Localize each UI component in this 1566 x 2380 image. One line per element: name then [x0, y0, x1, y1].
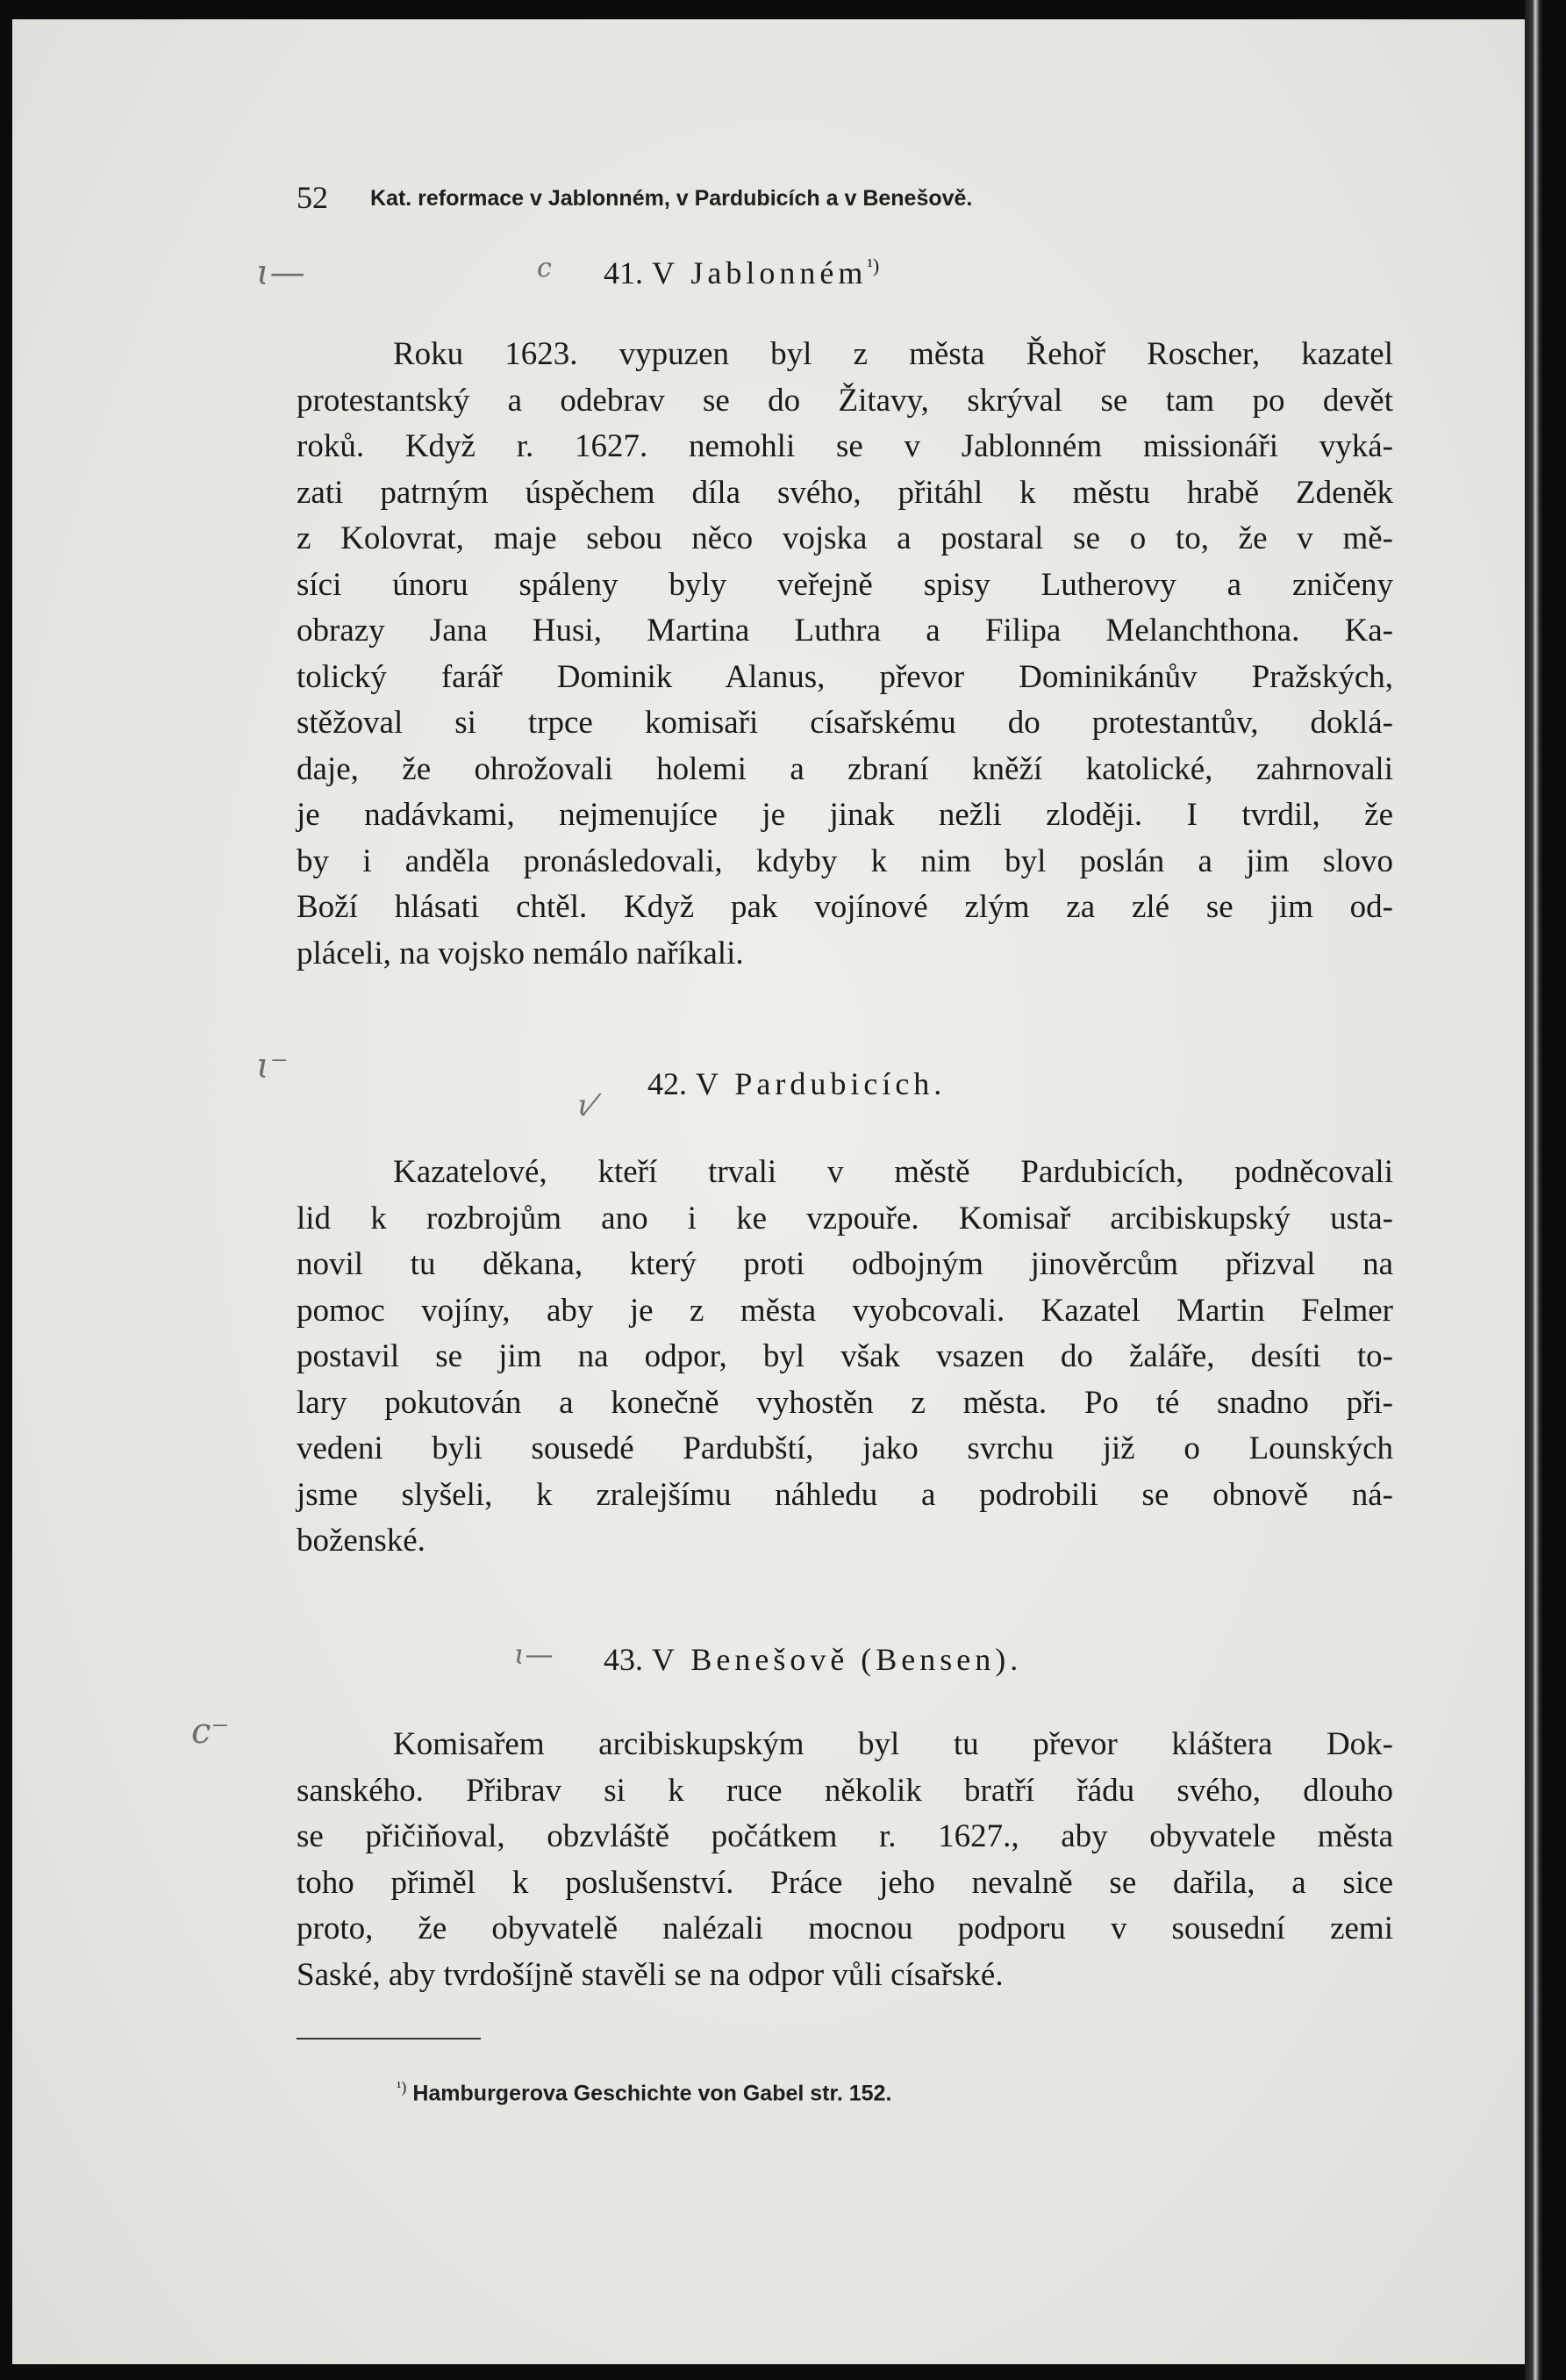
footnote-reference: ¹) [867, 254, 880, 276]
section-body-42 [297, 1150, 1393, 1565]
pencil-mark-check-icon: ɩ⁻ [256, 1046, 289, 1086]
text-line: novil tu děkana, který proti odbojným jinověrcům přizval na [297, 1246, 1393, 1282]
text-line: roků. Když r. 1627. nemohli se v Jablonném missionáři vyká- [297, 428, 1393, 464]
text-line: protestantský a odebrav se do Žitavy, skrýval se tam po devět [297, 382, 1393, 419]
text-line: sanského. Přibrav si k ruce několik bratří řádu svého, dlouho [297, 1772, 1393, 1809]
text-line: z Kolovrat, maje sebou něco vojska a postaral se o to, že v mě- [297, 520, 1393, 556]
text-line: jsme slyšeli, k zralejšímu náhledu a podrobili se obnově ná- [297, 1476, 1393, 1513]
text-line: pomoc vojíny, aby je z města vyobcovali. Kazatel Martin Felmer [297, 1292, 1393, 1329]
text-line: lary pokutován a konečně vyhostěn z města. Po té snadno při- [297, 1384, 1393, 1421]
text-line: Roku 1623. vypuzen byl z města Řehoř Roscher, kazatel [393, 336, 1393, 372]
section-title: V Benešově (Bensen). [652, 1642, 1023, 1677]
text-line: Saské, aby tvrdošíjně stavěli se na odpor vůli císařské. [297, 1956, 1004, 1993]
text-line: boženské. [297, 1523, 425, 1559]
section-body-43 [297, 1722, 1393, 1998]
book-spine-edge [1525, 0, 1544, 2380]
footnote [397, 2078, 891, 2106]
text-line: je nadávkami, nejmenujíce je jinak nežli zloději. I tvrdil, že [297, 797, 1393, 833]
text-line: se přičiňoval, obzvláště počátkem r. 1627., aby obyvatele města [297, 1818, 1393, 1854]
text-line: pláceli, na vojsko nemálo naříkali. [297, 935, 744, 971]
section-heading-41: 41. V Jablonném$^{^1)}$ [604, 254, 880, 290]
text-line: proto, že obyvatelě nalézali mocnou podporu v sousední zemi [297, 1910, 1393, 1946]
pencil-mark-check-icon: c [537, 253, 552, 283]
pencil-mark-check-icon: ɩ⁄ [577, 1088, 595, 1123]
section-heading-43: 43. V Benešově (Bensen). [604, 1642, 1023, 1677]
pencil-mark-check-icon: c⁻ [191, 1711, 230, 1752]
page-number: 52 [297, 180, 328, 215]
text-line: zati patrným úspěchem díla svého, přitáhl k městu hrabě Zdeněk [297, 474, 1393, 511]
footnote-divider [297, 2038, 481, 2039]
pencil-mark-check-icon: ɩ— [514, 1638, 554, 1671]
text-line: postavil se jim na odpor, byl však vsazen do žaláře, desíti to- [297, 1338, 1393, 1374]
footnote-marker: ¹) [397, 2078, 407, 2096]
text-line: vedeni byli sousedé Pardubští, jako svrchu již o Lounských [297, 1430, 1393, 1466]
text-line: lid k rozbrojům ano i ke vzpouře. Komisař arcibiskupský usta- [297, 1200, 1393, 1237]
section-heading-42: 42. V Pardubicích. [647, 1066, 947, 1101]
running-head [297, 179, 1279, 216]
pencil-mark-check-icon: ɩ— [256, 253, 305, 293]
footnote-text: Hamburgerova Geschichte von Gabel str. 152. [412, 2081, 892, 2106]
section-body-41 [297, 332, 1393, 977]
running-head-title: Kat. reformace v Jablonném, v Pardubicích a v Benešově. [370, 186, 973, 211]
text-line: Komisařem arcibiskupským byl tu převor kláštera Dok- [393, 1726, 1393, 1762]
text-line: obrazy Jana Husi, Martina Luthra a Filipa Melanchthona. Ka- [297, 613, 1393, 649]
text-line: Boží hlásati chtěl. Když pak vojínové zlým za zlé se jim od- [297, 889, 1393, 925]
text-line: by i anděla pronásledovali, kdyby k nim byl poslán a jim slovo [297, 842, 1393, 879]
section-title: V Jablonném [652, 255, 868, 290]
text-line: síci únoru spáleny byly veřejně spisy Lutherovy a zničeny [297, 566, 1393, 603]
text-line: Kazatelové, kteří trvali v městě Pardubicích, podněcovali [393, 1154, 1393, 1190]
text-line: daje, že ohrožovali holemi a zbraní kněží katolické, zahrnovali [297, 750, 1393, 787]
text-line: tolický farář Dominik Alanus, převor Dominikánův Pražských, [297, 658, 1393, 695]
text-line: toho přiměl k poslušenství. Práce jeho nevalně se dařila, a sice [297, 1864, 1393, 1901]
text-line: stěžoval si trpce komisaři císařskému do protestantův, doklá- [297, 705, 1393, 741]
section-title: V Pardubicích. [696, 1066, 947, 1101]
